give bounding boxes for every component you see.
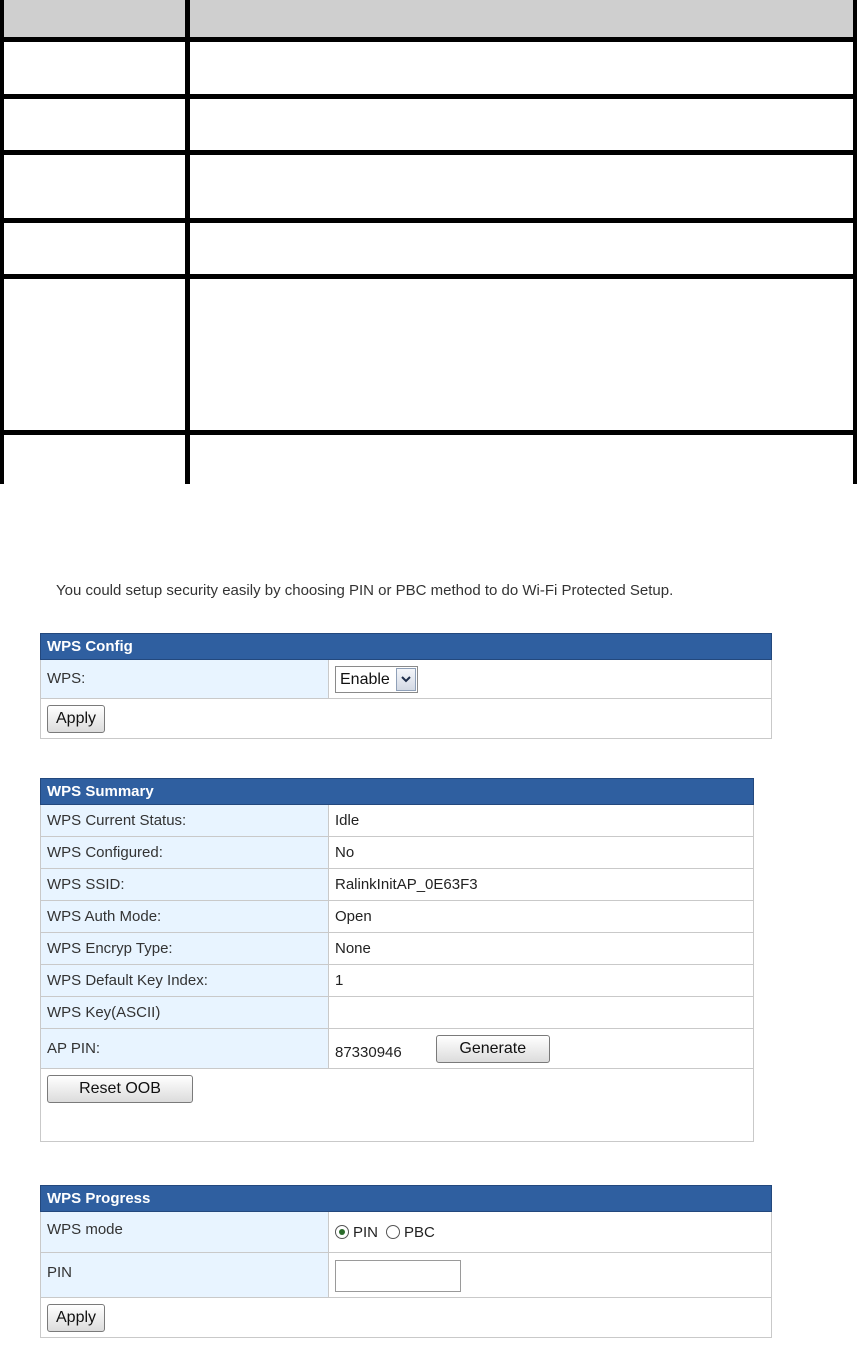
doc-table-cell (4, 155, 185, 218)
summary-row (40, 997, 754, 1029)
wps-select-value: Enable (340, 671, 390, 688)
summary-value: Open (329, 901, 753, 932)
wps-config-title: WPS Config (40, 633, 772, 660)
summary-label: WPS Default Key Index: (41, 965, 329, 996)
generate-button[interactable]: Generate (436, 1035, 550, 1063)
summary-value: 1 (329, 965, 753, 996)
wps-config-panel (40, 633, 772, 739)
doc-table-cell (190, 279, 853, 430)
intro-text: You could setup security easily by choosing PIN or PBC method to do Wi-Fi Protected Setup. (56, 582, 674, 599)
summary-row (40, 901, 754, 933)
documentation-table (0, 0, 857, 484)
wps-enable-row (40, 660, 772, 699)
summary-row (40, 837, 754, 869)
pin-input[interactable] (335, 1260, 461, 1292)
summary-row (40, 869, 754, 901)
ap-pin-label: AP PIN: (41, 1029, 329, 1068)
wps-progress-action-row (40, 1298, 772, 1338)
radio-pin-label: PIN (353, 1223, 379, 1241)
wps-label: WPS: (41, 660, 329, 698)
radio-pbc[interactable] (386, 1217, 435, 1248)
chevron-down-icon[interactable] (396, 668, 416, 691)
wps-select-cell (329, 660, 771, 698)
doc-table-cell (4, 435, 185, 505)
summary-label: WPS Encryp Type: (41, 933, 329, 964)
pin-row (40, 1253, 772, 1298)
ap-pin-cell (329, 1029, 753, 1068)
radio-pbc-circle[interactable] (386, 1225, 400, 1239)
wps-mode-options (329, 1212, 771, 1252)
wps-progress-panel (40, 1185, 772, 1338)
summary-value: None (329, 933, 753, 964)
radio-selected-dot (339, 1229, 345, 1235)
doc-table-header-col2 (190, 0, 853, 37)
summary-value: No (329, 837, 753, 868)
doc-table-cell (190, 99, 853, 150)
pin-label: PIN (41, 1253, 329, 1297)
radio-pin[interactable] (335, 1217, 378, 1248)
wps-summary-panel (40, 778, 754, 1142)
doc-table-cell (190, 42, 853, 94)
reset-oob-row (40, 1069, 754, 1142)
pin-cell (329, 1253, 771, 1297)
wps-summary-title: WPS Summary (40, 778, 754, 805)
doc-table-cell (190, 155, 853, 218)
doc-table-cell (190, 223, 853, 274)
reset-oob-button[interactable]: Reset OOB (47, 1075, 193, 1103)
summary-label: WPS Key(ASCII) (41, 997, 329, 1028)
doc-table-cell (4, 279, 185, 430)
ap-pin-value: 87330946 (335, 1044, 402, 1061)
summary-value: RalinkInitAP_0E63F3 (329, 869, 753, 900)
summary-label: WPS Configured: (41, 837, 329, 868)
wps-progress-apply-button[interactable]: Apply (47, 1304, 105, 1332)
summary-value: Idle (329, 805, 753, 836)
summary-value (329, 997, 753, 1028)
doc-table-header-col1 (4, 0, 185, 37)
doc-table-cell (4, 99, 185, 150)
summary-label: WPS SSID: (41, 869, 329, 900)
wps-config-apply-button[interactable]: Apply (47, 705, 105, 733)
doc-table-cell (190, 435, 853, 505)
radio-pbc-label: PBC (404, 1223, 435, 1241)
wps-select[interactable] (335, 666, 418, 693)
radio-pin-circle[interactable] (335, 1225, 349, 1239)
wps-mode-row (40, 1212, 772, 1253)
summary-label: WPS Auth Mode: (41, 901, 329, 932)
summary-row (40, 965, 754, 997)
doc-table-cell (4, 223, 185, 274)
wps-progress-title: WPS Progress (40, 1185, 772, 1212)
summary-row (40, 805, 754, 837)
summary-label: WPS Current Status: (41, 805, 329, 836)
summary-row (40, 933, 754, 965)
ap-pin-row (40, 1029, 754, 1069)
wps-mode-label: WPS mode (41, 1212, 329, 1252)
wps-config-action-row (40, 699, 772, 739)
doc-table-cell (4, 42, 185, 94)
